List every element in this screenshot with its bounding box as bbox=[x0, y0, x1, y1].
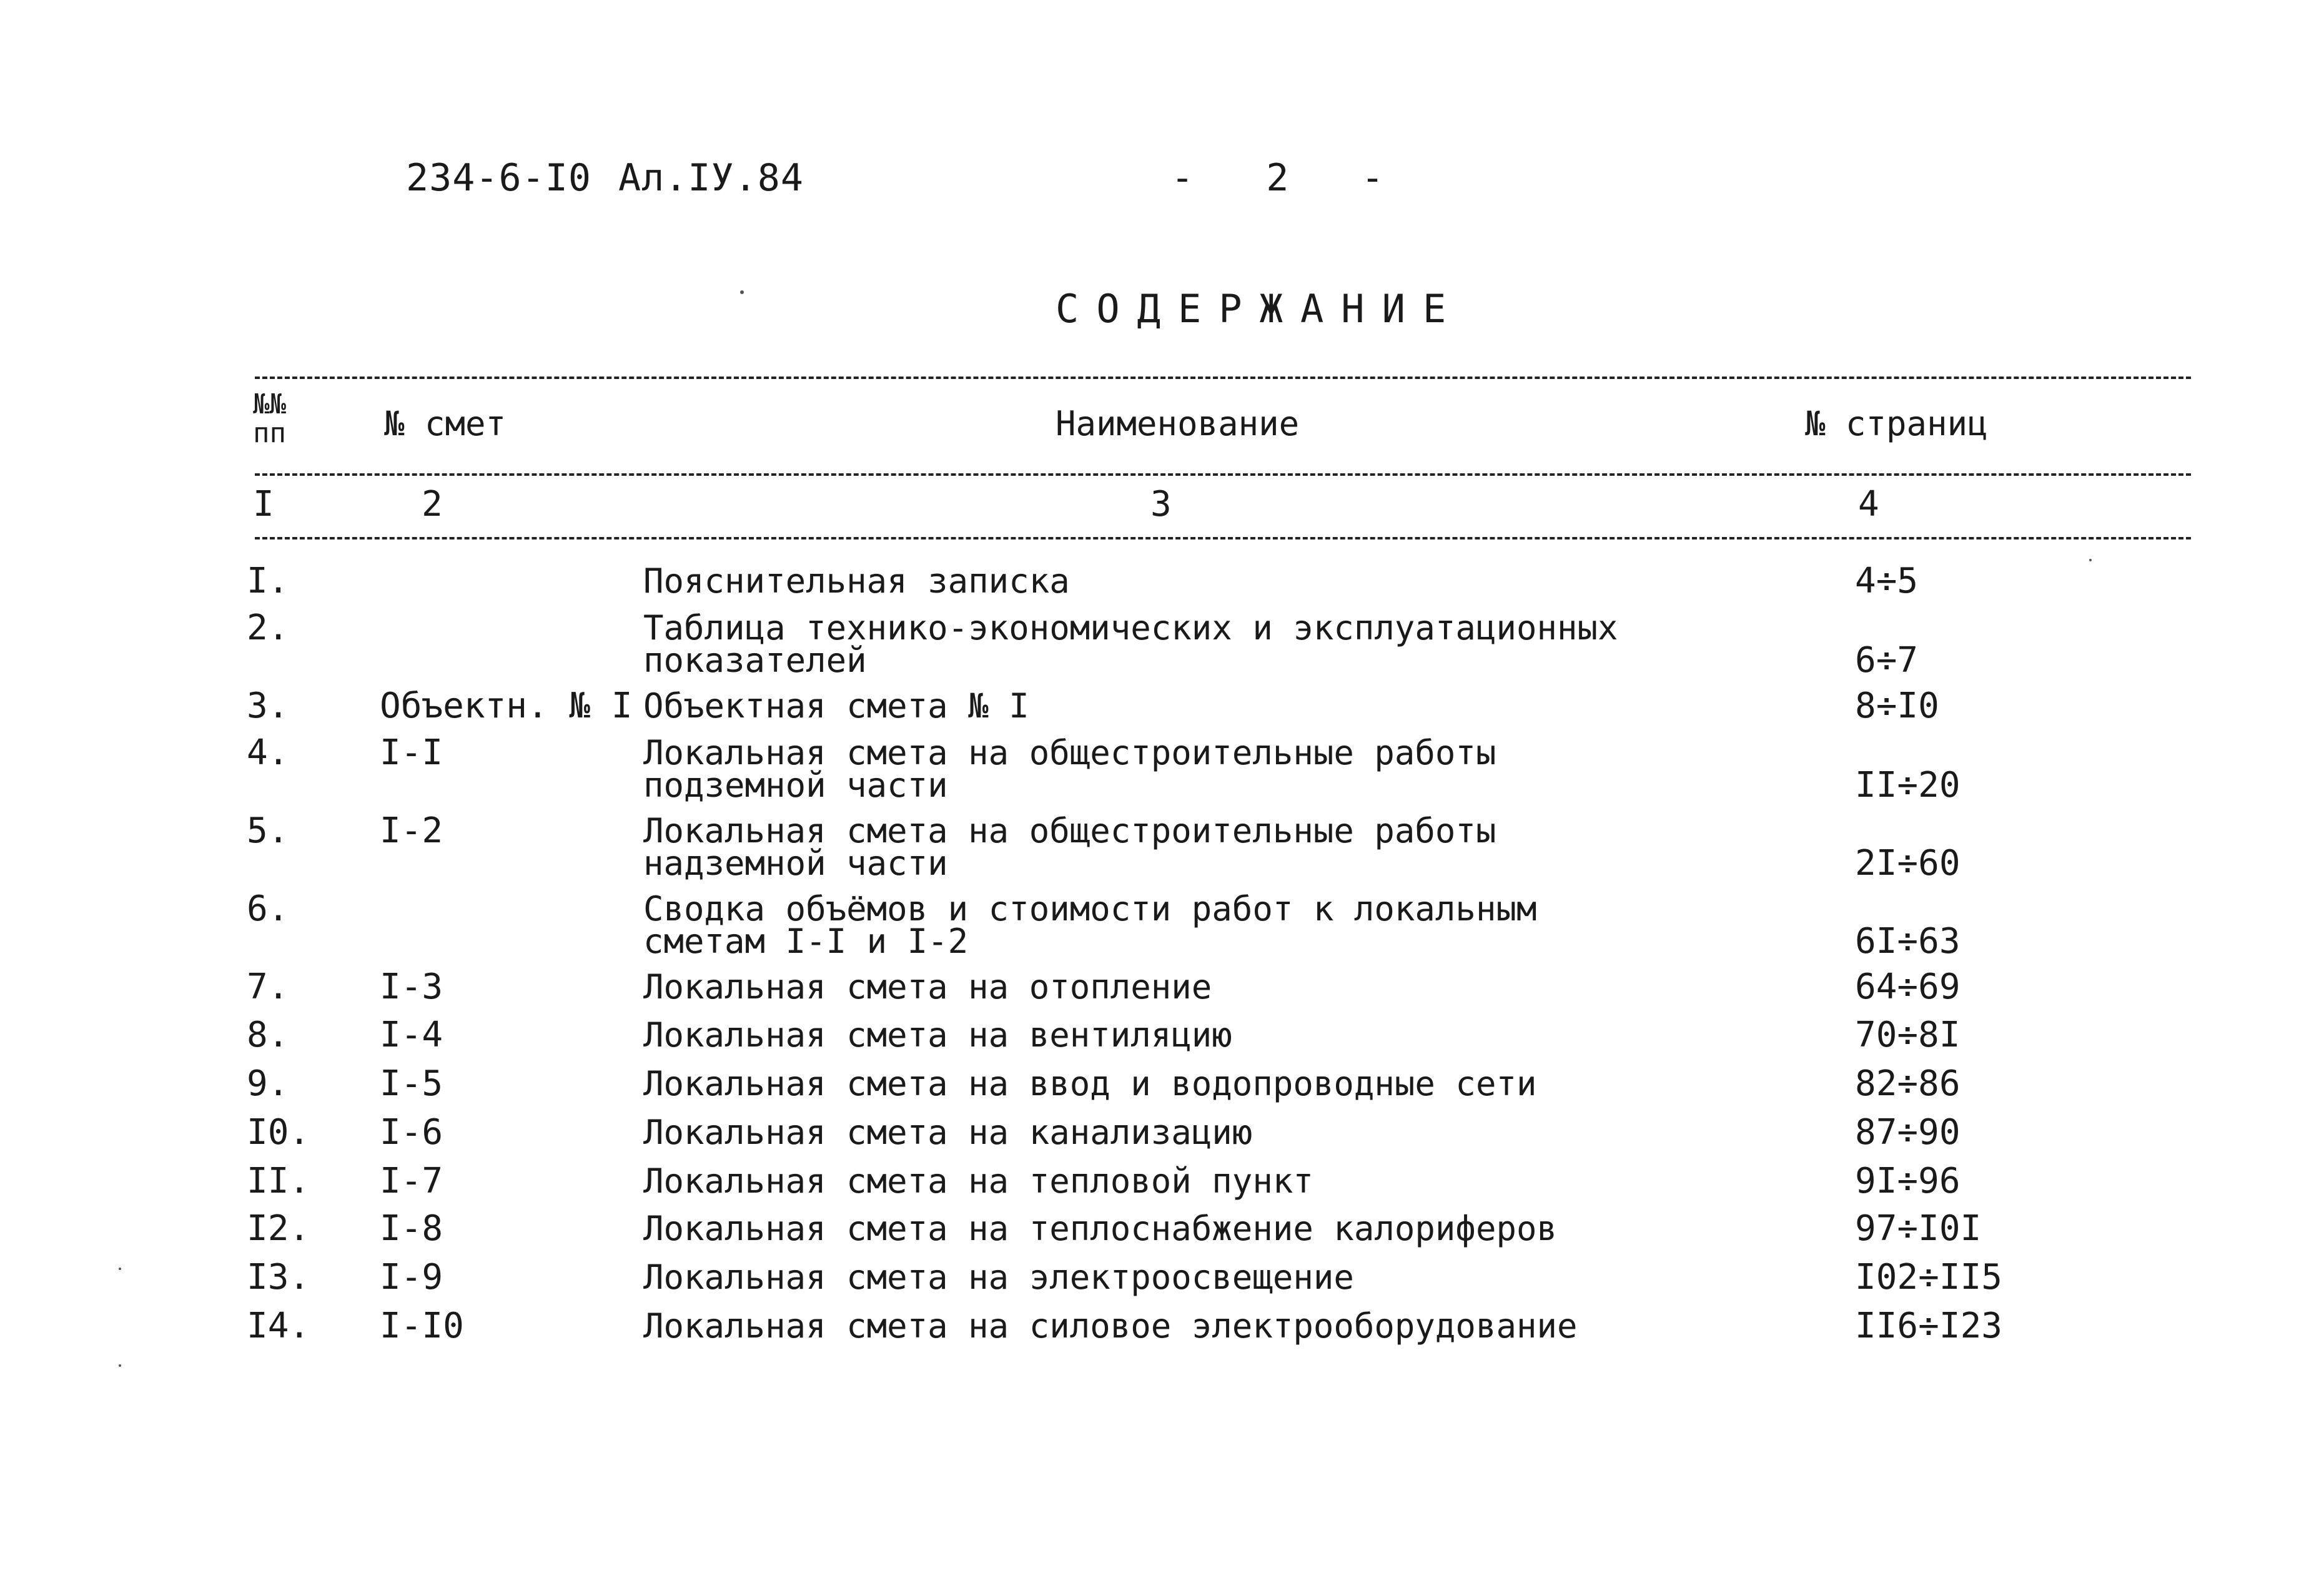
column-number-2: 2 bbox=[422, 484, 443, 525]
scan-speck bbox=[119, 1364, 121, 1367]
row-number: 2. bbox=[247, 608, 289, 648]
column-header-estimate: № смет bbox=[384, 404, 507, 443]
row-number: I3. bbox=[247, 1257, 310, 1298]
scan-speck bbox=[2089, 559, 2092, 561]
row-estimate-number: I-I0 bbox=[380, 1306, 464, 1346]
row-estimate-number: I-I bbox=[380, 732, 443, 773]
row-name bbox=[643, 686, 1705, 726]
row-number: 4. bbox=[247, 732, 289, 773]
column-number-4: 4 bbox=[1858, 484, 1879, 525]
row-name-line: подземной части bbox=[643, 766, 948, 805]
row-name-line: надземной части bbox=[643, 844, 948, 883]
page-title: СОДЕРЖАНИЕ bbox=[1056, 286, 1464, 332]
row-name-line: Локальная смета на отопление bbox=[643, 967, 1212, 1007]
row-number: I0. bbox=[247, 1112, 310, 1153]
row-name-line: Локальная смета на канализацию bbox=[643, 1113, 1253, 1152]
row-number: I2. bbox=[247, 1208, 310, 1249]
row-number: 8. bbox=[247, 1015, 289, 1055]
row-pages: 82÷86 bbox=[1855, 1063, 1961, 1104]
album-number: Ал.IУ.84 bbox=[618, 156, 804, 200]
row-number: I4. bbox=[247, 1306, 310, 1346]
row-name-line: Таблица технико-экономических и эксплуатационных bbox=[643, 608, 1618, 648]
row-name bbox=[643, 889, 1705, 961]
row-pages: 64÷69 bbox=[1855, 967, 1961, 1007]
row-name bbox=[643, 1209, 1705, 1248]
row-name bbox=[643, 1113, 1705, 1152]
row-name-line: Локальная смета на ввод и водопроводные сети bbox=[643, 1064, 1537, 1103]
table-rule-top bbox=[255, 377, 2191, 379]
row-name-line: показателей bbox=[643, 641, 867, 680]
column-header-pages: № страниц bbox=[1805, 404, 1988, 443]
table-rule-middle bbox=[255, 473, 2191, 476]
row-name bbox=[643, 1306, 1705, 1346]
row-pages: II6÷I23 bbox=[1855, 1306, 2003, 1346]
row-number: 7. bbox=[247, 967, 289, 1007]
row-pages: 2I÷60 bbox=[1855, 843, 1961, 884]
row-pages: I02÷II5 bbox=[1855, 1257, 2003, 1298]
row-number: 5. bbox=[247, 810, 289, 851]
row-name bbox=[643, 1258, 1705, 1297]
column-header-name: Наименование bbox=[1056, 404, 1300, 443]
row-pages: 8÷I0 bbox=[1855, 686, 1939, 726]
row-pages: 70÷8I bbox=[1855, 1015, 1961, 1055]
row-estimate-number: I-5 bbox=[380, 1063, 443, 1104]
row-name bbox=[643, 1064, 1705, 1103]
row-name bbox=[643, 967, 1705, 1007]
row-pages: II÷20 bbox=[1855, 765, 1961, 805]
row-name-line: Пояснительная записка bbox=[643, 561, 1070, 601]
row-pages: 9I÷96 bbox=[1855, 1161, 1961, 1201]
scan-speck bbox=[119, 1268, 121, 1270]
row-name bbox=[643, 1161, 1705, 1201]
column-header-num: №№ пп bbox=[253, 388, 286, 449]
row-name-line: Локальная смета на тепловой пункт bbox=[643, 1161, 1313, 1201]
row-name-line: Локальная смета на общестроительные работы bbox=[643, 733, 1496, 772]
table-rule-bottom bbox=[255, 537, 2191, 539]
row-name bbox=[643, 608, 1705, 680]
document-code: 234-6-I0 bbox=[406, 156, 591, 200]
row-name-line: Локальная смета на электроосвещение bbox=[643, 1258, 1354, 1297]
row-estimate-number: I-7 bbox=[380, 1161, 443, 1201]
row-estimate-number: I-9 bbox=[380, 1257, 443, 1298]
row-name-line: Локальная смета на теплоснабжение калориферов bbox=[643, 1209, 1557, 1248]
row-number: 9. bbox=[247, 1063, 289, 1104]
row-name bbox=[643, 1015, 1705, 1055]
row-estimate-number: I-2 bbox=[380, 810, 443, 851]
row-name bbox=[643, 811, 1705, 883]
column-number-3: 3 bbox=[1150, 484, 1172, 525]
row-number: 6. bbox=[247, 889, 289, 929]
row-estimate-number: I-6 bbox=[380, 1112, 443, 1153]
row-estimate-number: I-3 bbox=[380, 967, 443, 1007]
page-number: - 2 - bbox=[1171, 156, 1409, 200]
row-estimate-number: I-8 bbox=[380, 1208, 443, 1249]
row-pages: 6÷7 bbox=[1855, 640, 1919, 681]
row-pages: 87÷90 bbox=[1855, 1112, 1961, 1153]
row-name-line: сметам I-I и I-2 bbox=[643, 922, 969, 961]
row-pages: 4÷5 bbox=[1855, 561, 1919, 601]
row-name-line: Локальная смета на общестроительные работы bbox=[643, 811, 1496, 850]
row-name-line: Объектная смета № I bbox=[643, 686, 1029, 726]
row-pages: 97÷I0I bbox=[1855, 1208, 1982, 1249]
row-name bbox=[643, 561, 1705, 601]
column-number-1: I bbox=[253, 484, 274, 525]
row-estimate-number: Объектн. № I bbox=[380, 686, 633, 726]
row-name-line: Локальная смета на силовое электрооборудование bbox=[643, 1306, 1578, 1346]
row-name-line: Локальная смета на вентиляцию bbox=[643, 1015, 1232, 1055]
row-number: I. bbox=[247, 561, 289, 601]
row-name-line: Сводка объёмов и стоимости работ к локальным bbox=[643, 889, 1537, 928]
row-name bbox=[643, 733, 1705, 805]
row-estimate-number: I-4 bbox=[380, 1015, 443, 1055]
row-number: 3. bbox=[247, 686, 289, 726]
row-number: II. bbox=[247, 1161, 310, 1201]
row-pages: 6I÷63 bbox=[1855, 921, 1961, 962]
scan-speck bbox=[740, 290, 744, 294]
